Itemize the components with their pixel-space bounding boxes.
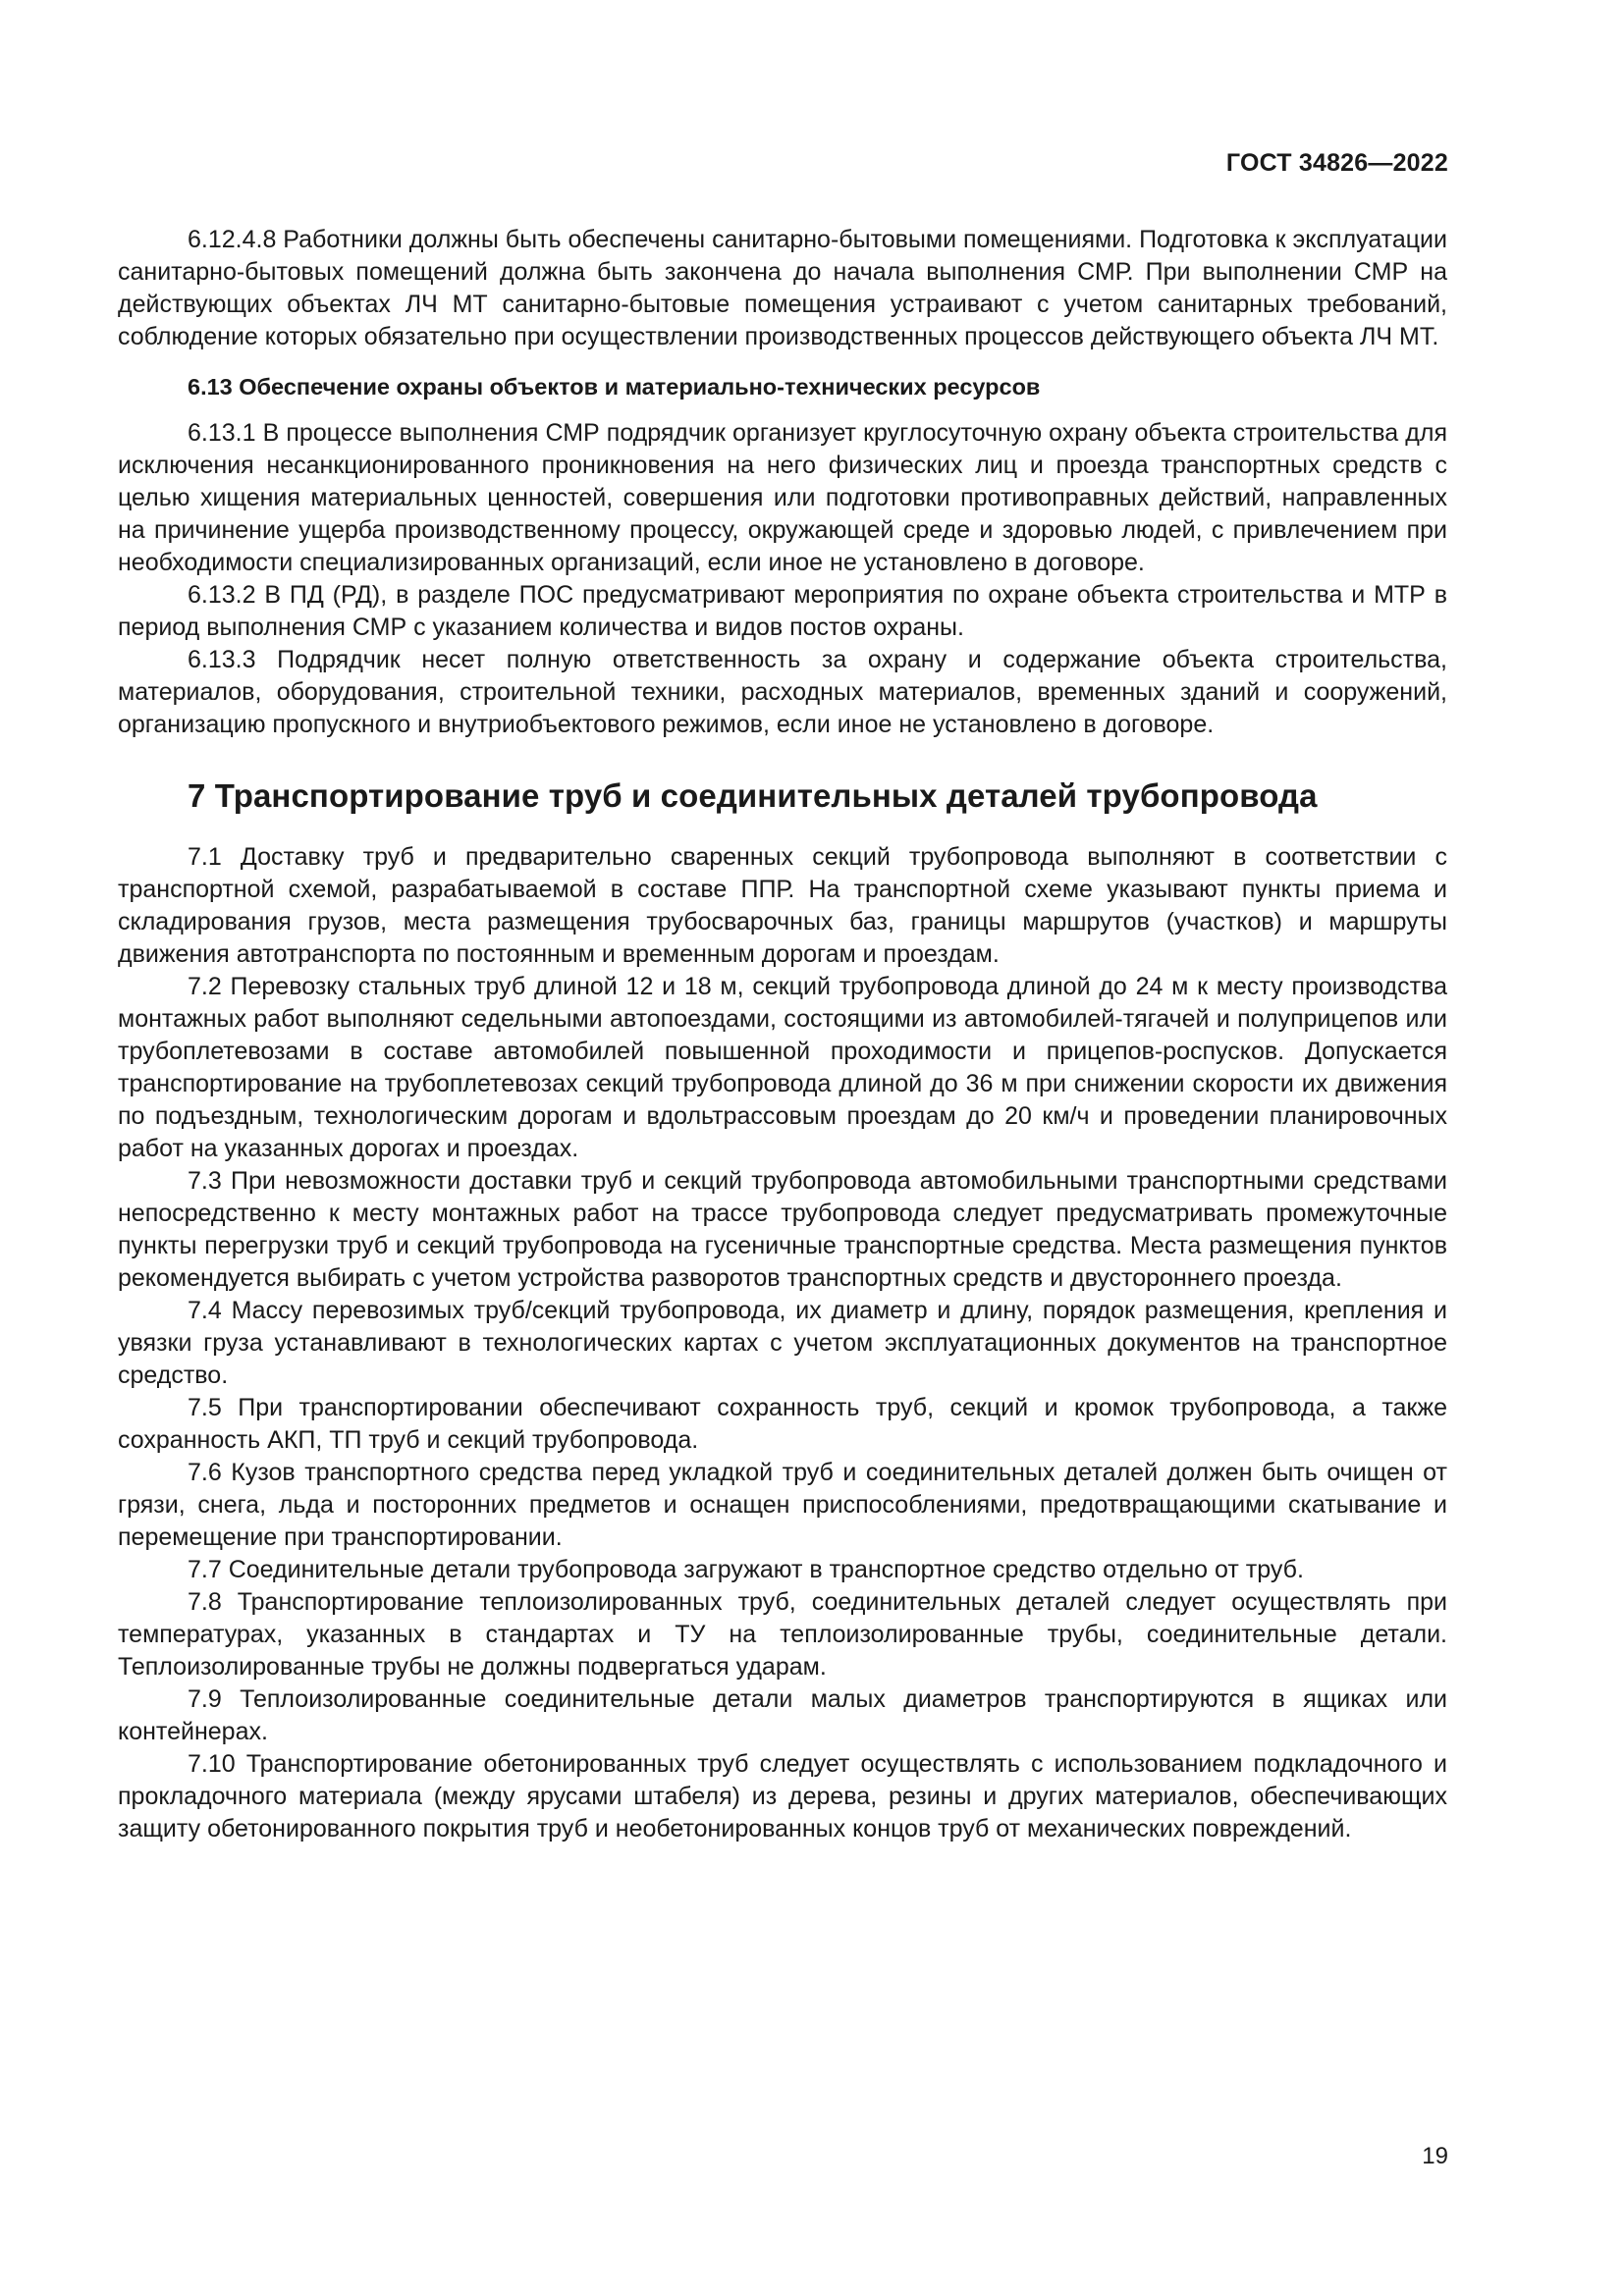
paragraph-7-5: 7.5 При транспортировании обеспечивают сохранность труб, секций и кромок трубопровода, а также сохранность АКП, ТП труб и секций трубопровода. [118, 1394, 1447, 1454]
paragraph-7-1: 7.1 Доставку труб и предварительно сваренных секций трубопровода выполняют в соответствии с транспортной схемой, разрабатываемой в составе ППР. На транспортной схеме указывают пункты приема и складирования грузов, места размещения трубосварочных баз, границы маршрутов (участков) и маршруты движения автотранспорта по постоянным и временным дорогам и проездам. [118, 843, 1447, 968]
paragraph-6-12-4-8: 6.12.4.8 Работники должны быть обеспечены санитарно-бытовыми помещениями. Подготовка к эксплуатации санитарно-бытовых помещений должна быть закончена до начала выполнения СМР. При выполнении СМР на действующих объектах ЛЧ МТ санитарно-бытовые помещения устраивают с учетом санитарных требований, соблюдение которых обязательно при осуществлении производственных процессов действующего объекта ЛЧ МТ. [118, 226, 1447, 350]
paragraph-7-6: 7.6 Кузов транспортного средства перед укладкой труб и соединительных деталей должен быть очищен от грязи, снега, льда и посторонних предметов и оснащен приспособлениями, предотвращающими скатывание и перемещение при транспортировании. [118, 1459, 1447, 1551]
section-heading-7: 7 Транспортирование труб и соединительных деталей трубопровода [188, 777, 1318, 814]
paragraph-7-10: 7.10 Транспортирование обетонированных труб следует осуществлять с использованием подкладочного и прокладочного материала (между ярусами штабеля) из дерева, резины и других материалов, обеспечивающих защиту обетонированного покрытия труб и необетонированных концов труб от механических повреждений. [118, 1750, 1447, 1842]
paragraph-7-8: 7.8 Транспортирование теплоизолированных труб, соединительных деталей следует осуществлять при температурах, указанных в стандартах и ТУ на теплоизолированные трубы, соединительные детали. Теплоизолированные трубы не должны подвергаться ударам. [118, 1588, 1447, 1681]
paragraph-7-4: 7.4 Массу перевозимых труб/секций трубопровода, их диаметр и длину, порядок размещения, крепления и увязки груза устанавливают в технологических картах с учетом эксплуатационных документов на транспортное средство. [118, 1297, 1447, 1389]
paragraph-6-13-2: 6.13.2 В ПД (РД), в разделе ПОС предусматривают мероприятия по охране объекта строительства и МТР в период выполнения СМР с указанием количества и видов постов охраны. [118, 581, 1447, 641]
page-body [118, 224, 1447, 1845]
page-number: 19 [1422, 2143, 1448, 2169]
standard-header: ГОСТ 34826—2022 [1225, 149, 1448, 177]
paragraph-6-13-1: 6.13.1 В процессе выполнения СМР подрядчик организует круглосуточную охрану объекта строительства для исключения несанкционированного проникновения на него физических лиц и проезда транспортных средств с целью хищения материальных ценностей, совершения или подготовки противоправных действий, направленных на причинение ущерба производственному процессу, окружающей среде и здоровью людей, с привлечением при необходимости специализированных организаций, если иное не установлено в договоре. [118, 419, 1447, 576]
paragraph-7-9: 7.9 Теплоизолированные соединительные детали малых диаметров транспортируются в ящиках или контейнерах. [118, 1685, 1447, 1745]
paragraph-6-13-3: 6.13.3 Подрядчик несет полную ответственность за охрану и содержание объекта строительства, материалов, оборудования, строительной техники, расходных материалов, временных зданий и сооружений, организацию пропускного и внутриобъектового режимов, если иное не установлено в договоре. [118, 646, 1447, 738]
paragraph-7-2: 7.2 Перевозку стальных труб длиной 12 и 18 м, секций трубопровода длиной до 24 м к месту производства монтажных работ выполняют седельными автопоездами, состоящими из автомобилей-тягачей и полуприцепов или трубоплетевозами в составе автомобилей повышенной проходимости и прицепов-роспусков. Допускается транспортирование на трубоплетевозах секций трубопровода длиной до 36 м при снижении скорости их движения по подъездным, технологическим дорогам и вдольтрассовым проездам до 20 км/ч и проведении планировочных работ на указанных дорогах и проездах. [118, 973, 1447, 1162]
paragraph-7-3: 7.3 При невозможности доставки труб и секций трубопровода автомобильными транспортными средствами непосредственно к месту монтажных работ на трассе трубопровода следует предусматривать промежуточные пункты перегрузки труб и секций трубопровода на гусеничные транспортные средства. Места размещения пунктов рекомендуется выбирать с учетом устройства разворотов транспортных средств и двустороннего проезда. [118, 1167, 1447, 1292]
paragraph-7-7: 7.7 Соединительные детали трубопровода загружают в транспортное средство отдельно от труб. [188, 1556, 1304, 1583]
subsection-heading-6-13: 6.13 Обеспечение охраны объектов и материально-технических ресурсов [188, 374, 1041, 400]
